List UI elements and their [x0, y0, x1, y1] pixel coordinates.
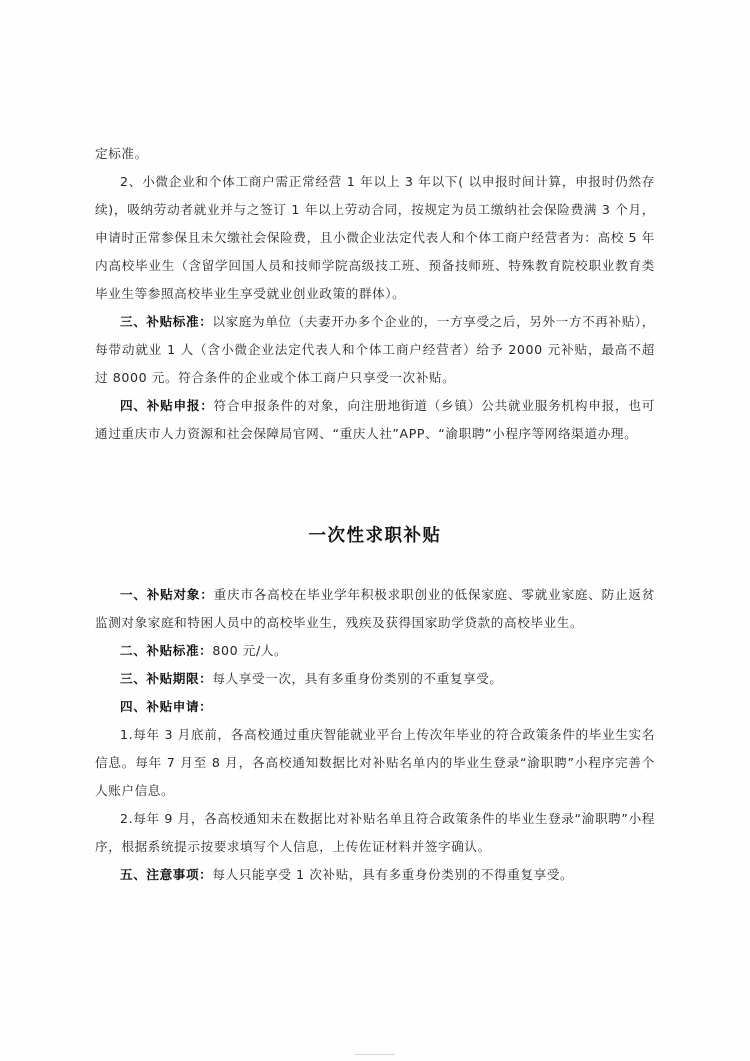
subsidy-standard-label: 三、补贴标准： [120, 314, 213, 329]
paragraph-item-2: 2、小微企业和个体工商户需正常经营 1 年以上 3 年以下( 以申报时间计算，申报时仍然存续)，吸纳劳动者就业并与之签订 1 年以上劳动合同，按规定为员工缴纳社会保险费满 3 个月，申请时正常参保且未欠缴社会保险费，且小微企业法定代表人和个体工商户经营者为：高校 5 年内高校毕业生（含留学回国人员和技师学院高级技工班、预备技师班、特殊教育院校职业教育类毕业生等参照高校毕业生享受就业创业政策的群体）。 [95, 174, 655, 301]
subsidy-declaration-text: 符合申报条件的对象，向注册地街道（乡镇）公共就业服务机构申报，也可通过重庆市人力资源和社会保障局官网、“重庆人社”APP、“渝职聘”小程序等网络渠道办理。 [95, 398, 655, 441]
notice-paragraph [95, 861, 655, 889]
application-step-1: 1.每年 3 月底前，各高校通过重庆智能就业平台上传次年毕业的符合政策条件的毕业生实名信息。每年 7 月至 8 月，各高校通知数据比对补贴名单内的毕业生登录“渝职聘”小程序完善个人账户信息。 [95, 727, 655, 798]
term-paragraph [95, 665, 655, 693]
target-label: 一、补贴对象： [120, 587, 214, 602]
section-spacer [95, 448, 655, 522]
standard-paragraph [95, 637, 655, 665]
page-bottom-mark [355, 1054, 395, 1055]
target-text: 重庆市各高校在毕业学年积极求职创业的低保家庭、零就业家庭、防止返贫监测对象家庭和特困人员中的高校毕业生，残疾及获得国家助学贷款的高校毕业生。 [95, 587, 655, 630]
application-step-2: 2.每年 9 月，各高校通知未在数据比对补贴名单且符合政策条件的毕业生登录“渝职聘”小程序，根据系统提示按要求填写个人信息，上传佐证材料并签字确认。 [95, 811, 655, 854]
application-paragraph [95, 693, 655, 721]
continuation-line: 定标准。 [95, 146, 148, 161]
subsidy-standard-text: 以家庭为单位（夫妻开办多个企业的，一方享受之后，另外一方不再补贴），每带动就业 1 人（含小微企业法定代表人和个体工商户经营者）给予 2000 元补贴，最高不超过 8000 元。符合条件的企业或个体工商户只享受一次补贴。 [95, 314, 655, 385]
notice-text: 每人只能享受 1 次补贴，具有多重身份类别的不得重复享受。 [212, 867, 574, 882]
subsidy-declaration-label: 四、补贴申报： [120, 398, 214, 413]
title-spacer [95, 547, 655, 581]
term-label: 三、补贴期限： [120, 671, 213, 686]
target-paragraph [95, 581, 655, 637]
notice-label: 五、注意事项： [120, 867, 213, 882]
standard-text: 800 元/人。 [212, 643, 288, 658]
subsidy-standard-paragraph [95, 308, 655, 392]
application-label: 四、补贴申请： [120, 699, 213, 714]
subsidy-declaration-paragraph [95, 392, 655, 448]
section-title: 一次性求职补贴 [308, 526, 442, 546]
term-text: 每人享受一次，具有多重身份类别的不重复享受。 [212, 671, 503, 686]
standard-label: 二、补贴标准： [120, 643, 213, 658]
